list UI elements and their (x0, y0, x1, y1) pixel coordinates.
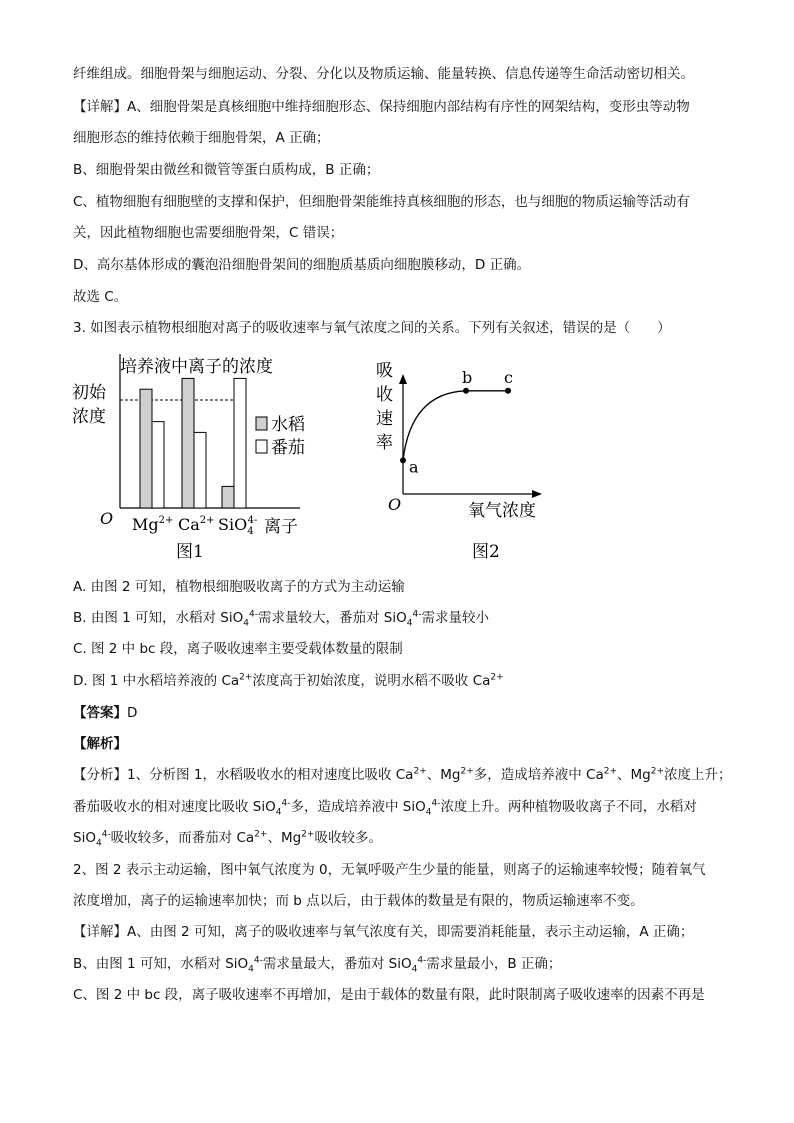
figure-1 (66, 348, 326, 568)
fig1-ylabel-1: 初始 (72, 383, 106, 403)
text-line: 故选 C。 (73, 289, 128, 305)
analysis-line: SiO$_4^{4-}$吸收较多，而番茄对 $Ca^{2+}$、$Mg^{2+}$吸收较多。 (73, 829, 382, 849)
fig2-ylabel-1: 吸 (376, 361, 393, 381)
fig1-tick-ca: $Ca^{2+}$ (178, 515, 215, 534)
point-a (400, 457, 406, 463)
fig1-xlabel: 离子 (264, 517, 298, 537)
detail-line: 【详解】A、由图 2 可知，离子的吸收速率与氧气浓度有关，即需要消耗能量，表示主动运输，A 正确； (73, 924, 694, 940)
bar-rice-1 (182, 378, 194, 508)
text-line: 关，因此植物细胞也需要细胞骨架，C 错误； (73, 225, 344, 241)
detail-line: C、图 2 中 bc 段，离子吸收速率不再增加，是由于载体的数量有限，此时限制离子吸收速率的因素不再是 (73, 987, 705, 1003)
uptake-curve (403, 391, 508, 461)
fig1-ylabel-2: 浓度 (72, 407, 106, 427)
fig2-ylabel-3: 速 (376, 409, 393, 429)
option-d: D. 图 1 中水稻培养液的 $Ca^{2+}$浓度高于初始浓度，说明水稻不吸收 $Ca^{2+}$ (73, 672, 504, 689)
point-label-c: c (504, 367, 513, 387)
option-a: A. 由图 2 可知，植物根细胞吸收离子的方式为主动运输 (73, 579, 405, 595)
fig1-tick-si: SiO$_4$4- (218, 515, 258, 537)
fig2-caption: 图2 (472, 542, 500, 562)
bar-tomato-0 (152, 422, 164, 508)
point-b (463, 388, 469, 394)
analysis-line: 番茄吸收水的相对速度比吸收 SiO$_4^{4-}$多，造成培养液中 SiO$_4^{4-}$浓度上升。两种植物吸收离子不同，水稻对 (73, 798, 697, 818)
text-line: 【详解】A、细胞骨架是真核细胞中维持细胞形态、保持细胞内部结构有序性的网架结构，变形虫等动物 (73, 99, 690, 115)
text-line: D、高尔基体形成的囊泡沿细胞骨架间的细胞质基质向细胞膜移动，D 正确。 (73, 257, 531, 273)
fig1-title: 培养液中离子的浓度 (120, 357, 273, 377)
text-line: C、植物细胞有细胞壁的支撑和保护，但细胞骨架能维持真核细胞的形态，也与细胞的物质运输等活动有 (73, 194, 690, 210)
point-c (505, 388, 511, 394)
bar-rice-0 (140, 389, 152, 508)
fig1-caption: 图1 (176, 542, 204, 562)
analysis-heading: 【解析】 (73, 736, 127, 752)
analysis-line: 浓度增加，离子的运输速率加快；而 b 点以后，由于载体的数量是有限的，物质运输速率不变。 (73, 893, 644, 909)
legend-rice-swatch (256, 417, 267, 430)
point-label-a: a (409, 457, 419, 477)
option-b: B. 由图 1 可知，水稻对 SiO$_4^{4-}$需求量较大，番茄对 SiO$_4^{4-}$需求量较小 (73, 609, 489, 629)
bar-tomato-2 (234, 378, 246, 508)
detail-line: B、由图 1 可知，水稻对 SiO$_4^{4-}$需求量最大，番茄对 SiO$_4^{4-}$需求量最小，B 正确； (73, 955, 562, 975)
legend-rice-label: 水稻 (271, 415, 305, 435)
option-c: C. 图 2 中 bc 段，离子吸收速率主要受载体数量的限制 (73, 641, 403, 657)
answer-label: 【答案】 (73, 705, 127, 721)
text-line: 纤维组成。细胞骨架与细胞运动、分裂、分化以及物质运输、能量转换、信息传递等生命活动密切相关。 (73, 66, 694, 82)
answer-value: D (127, 705, 138, 721)
fig2-y-arrow (399, 374, 407, 384)
fig1-origin: O (100, 509, 114, 528)
fig2-xlabel: 氧气浓度 (468, 501, 536, 521)
legend-tomato-label: 番茄 (271, 438, 305, 458)
question-stem: 3. 如图表示植物根细胞对离子的吸收速率与氧气浓度之间的关系。下列有关叙述，错误的是（ ） (73, 320, 671, 336)
point-label-b: b (462, 367, 473, 387)
fig2-x-arrow (532, 490, 542, 498)
fig1-tick-mg: $Mg^{2+}$ (132, 515, 174, 534)
bar-tomato-1 (194, 432, 206, 508)
bar-rice-2 (222, 486, 234, 508)
analysis-line: 【分析】1、分析图 1，水稻吸收水的相对速度比吸收 $Ca^{2+}$、$Mg^{2+}$多，造成培养液中 $Ca^{2+}$、$Mg^{2+}$浓度上升； (73, 766, 732, 783)
answer-line (73, 703, 734, 723)
fig2-origin: O (388, 495, 402, 514)
fig2-ylabel-4: 率 (376, 433, 393, 453)
text-line: B、细胞骨架由微丝和微管等蛋白质构成，B 正确； (73, 162, 380, 178)
analysis-line: 2、图 2 表示主动运输，图中氧气浓度为 0，无氧呼吸产生少量的能量，则离子的运输速率较慢；随着氧气 (73, 862, 706, 878)
figure-2 (370, 348, 560, 568)
fig2-ylabel-2: 收 (376, 385, 393, 405)
text-line: 细胞形态的维持依赖于细胞骨架，A 正确； (73, 130, 330, 146)
legend-tomato-swatch (256, 440, 267, 453)
